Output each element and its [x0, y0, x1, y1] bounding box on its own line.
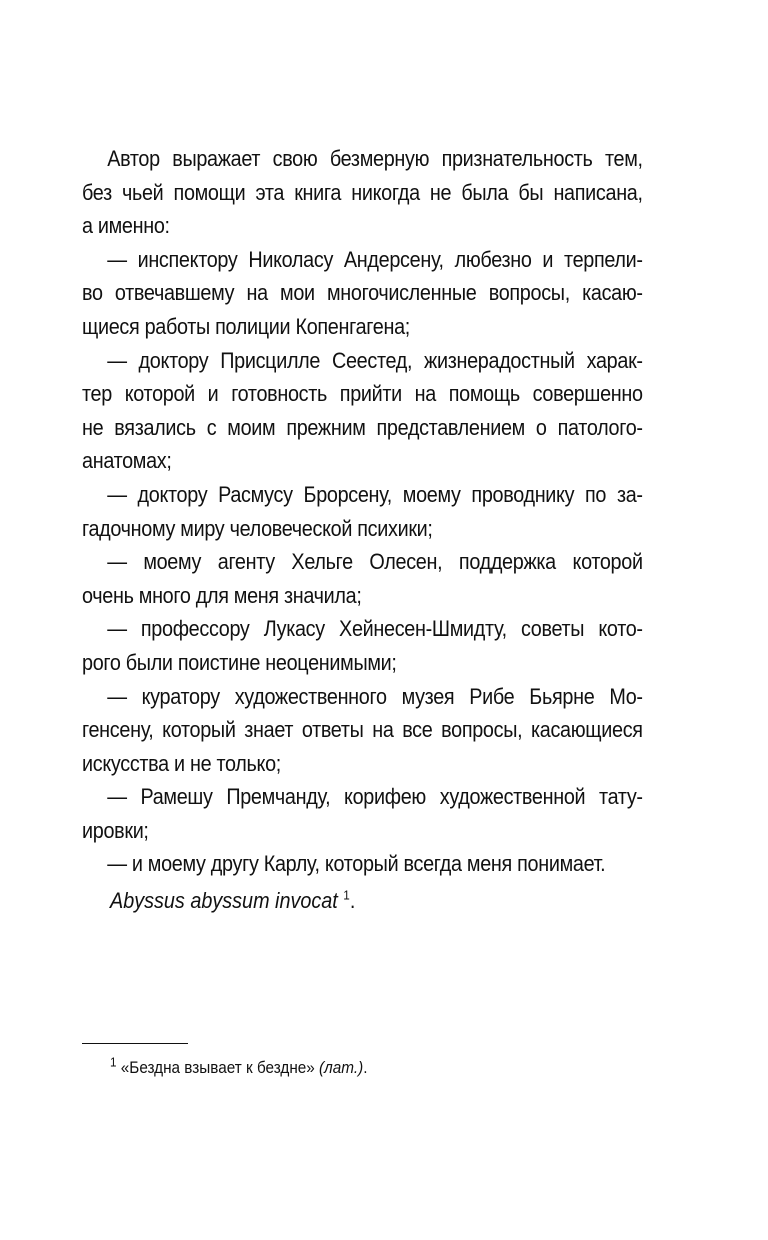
footnote-period: . — [363, 1058, 368, 1077]
text-line: — куратору художественного музея Рибе Бьярне Мо- — [107, 683, 643, 709]
text-line: — и моему другу Карлу, который всегда меня понимает. — [107, 851, 606, 877]
text-line: во отвечавшему на мои многочисленные вопросы, касаю- — [82, 280, 643, 306]
epigraph — [110, 884, 355, 917]
footnote-text: «Бездна взывает к бездне» — [120, 1058, 315, 1077]
text-line: Автор выражает свою безмерную признательность тем, — [107, 146, 643, 171]
text-line: — инспектору Николасу Андерсену, любезно и терпели- — [107, 246, 643, 272]
text-line: очень много для меня значила; — [82, 582, 362, 608]
text-line: — доктору Расмусу Брорсену, моему проводнику по за- — [107, 481, 643, 507]
footnote-language-note: (лат.) — [319, 1058, 364, 1077]
acknowledgements-text — [82, 142, 643, 881]
text-line: гадочному миру человеческой психики; — [82, 515, 433, 541]
text-line: щиеся работы полиции Копенгагена; — [82, 313, 410, 339]
text-line: а именно: — [82, 213, 170, 239]
text-line: тер которой и готовность прийти на помощь совершенно — [82, 381, 643, 407]
footnote-reference: 1 — [343, 887, 350, 903]
text-line: — профессору Лукасу Хейнесен-Шмидту, советы кото- — [107, 616, 643, 642]
footnote-number: 1 — [110, 1054, 117, 1070]
text-line: не вязались с моим прежним представлением о патолого- — [82, 414, 643, 440]
epigraph-text: Abyssus abyssum invocat — [110, 888, 338, 913]
text-line: — моему агенту Хельге Олесен, поддержка которой — [107, 549, 643, 575]
text-line: генсену, который знает ответы на все вопросы, касающиеся — [82, 717, 643, 743]
text-line: — Рамешу Премчанду, корифею художественной тату- — [107, 784, 643, 810]
text-line: без чьей помощи эта книга никогда не была бы написана, — [82, 179, 643, 205]
text-line: анатомах; — [82, 448, 172, 474]
footnote-divider — [82, 1043, 188, 1044]
epigraph-period: . — [349, 888, 356, 913]
text-line: искусства и не только; — [82, 750, 281, 776]
text-line: ировки; — [82, 817, 149, 843]
text-line: рого были поистине неоценимыми; — [82, 649, 397, 675]
text-line: — доктору Присцилле Сеестед, жизнерадостный харак- — [107, 347, 643, 373]
footnote — [110, 1056, 367, 1080]
